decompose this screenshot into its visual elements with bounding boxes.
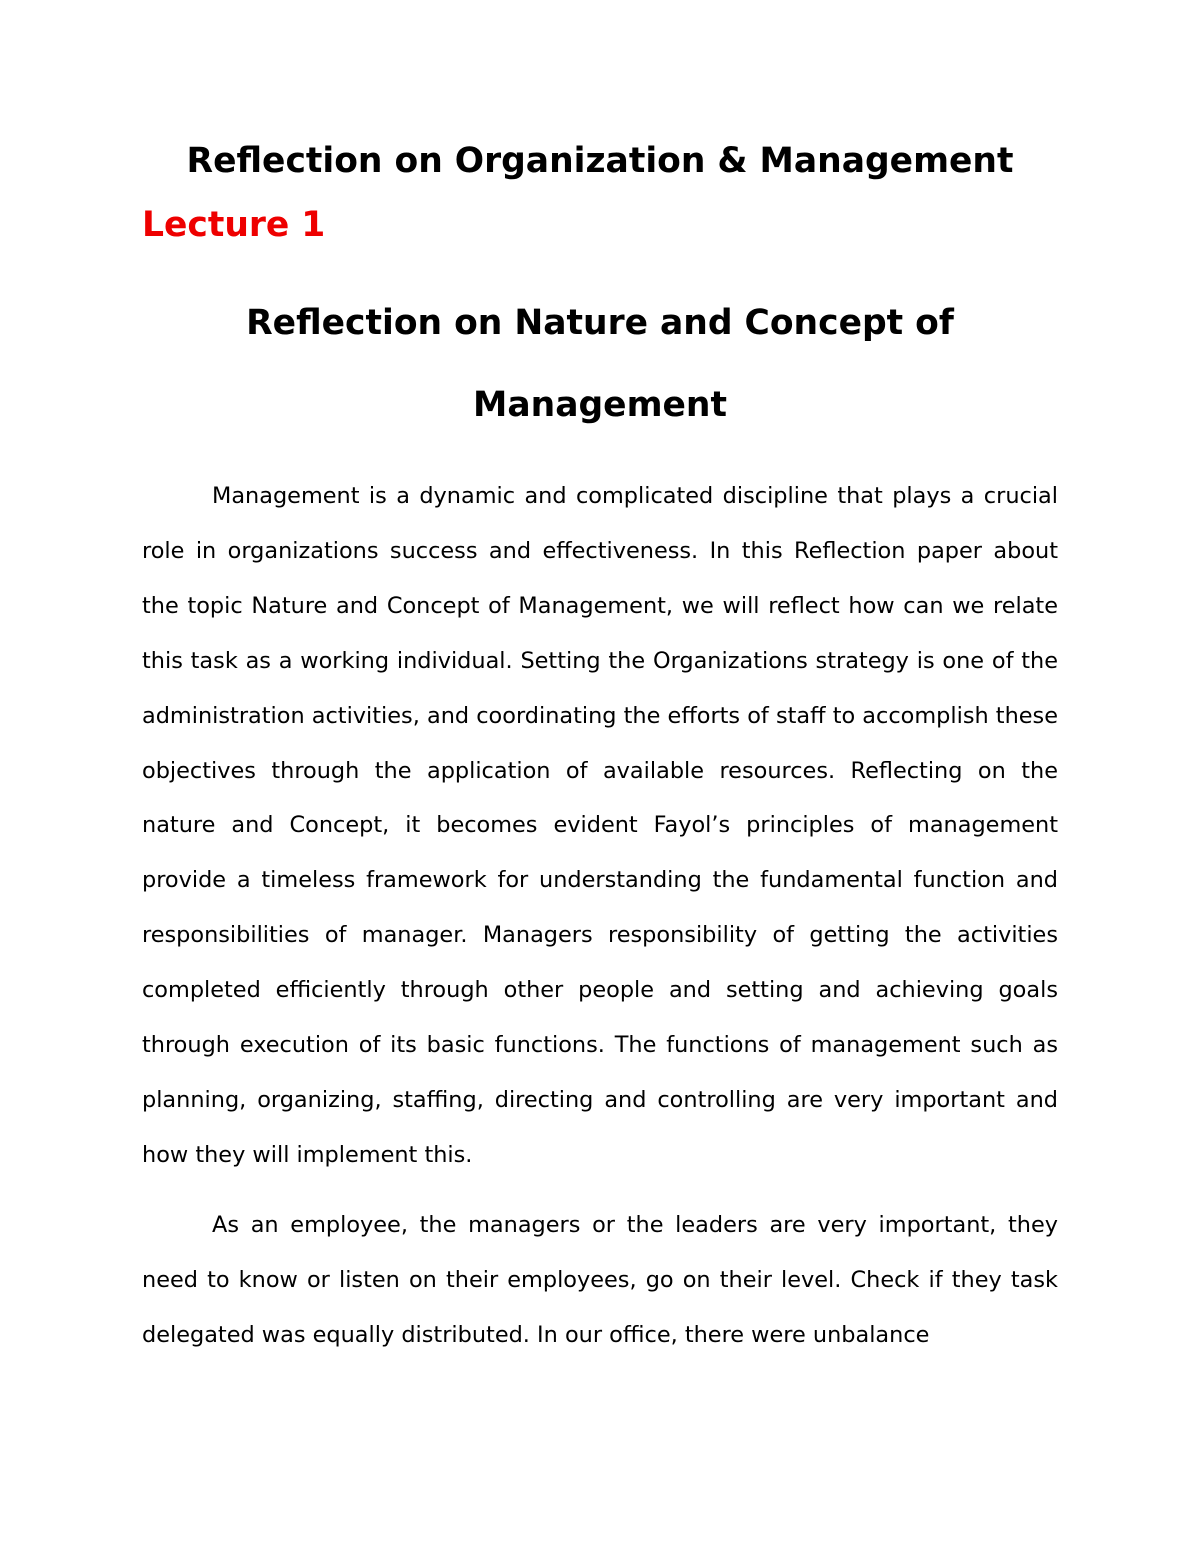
lecture-label: Lecture 1 xyxy=(142,205,326,245)
paragraph-2: As an employee, the managers or the leaders are very important, they need to know or listen on their employees, go on their level. Check if they task delegated was equally distributed. In our office, there were unbalance xyxy=(142,1211,1058,1348)
section-title: Reflection on Nature and Concept of Management xyxy=(246,303,954,425)
body-text xyxy=(142,469,1058,1363)
document-title: Reflection on Organization & Management xyxy=(186,141,1014,181)
paragraph-1: Management is a dynamic and complicated discipline that plays a crucial role in organizations success and effectiveness. In this Reflection paper about the topic Nature and Concept of Management, we will reflect how can we relate this task as a working individual. Setting the Organizations strategy is one of the administration activities, and coordinating the efforts of staff to accomplish these objectives through the application of available resources. Reflecting on the nature and Concept, it becomes evident Fayol’s principles of management provide a timeless framework for understanding the fundamental function and responsibilities of manager. Managers responsibility of getting the activities completed efficiently through other people and setting and achieving goals through execution of its basic functions. The functions of management such as planning, organizing, staffing, directing and controlling are very important and how they will implement this. xyxy=(142,483,1058,1168)
